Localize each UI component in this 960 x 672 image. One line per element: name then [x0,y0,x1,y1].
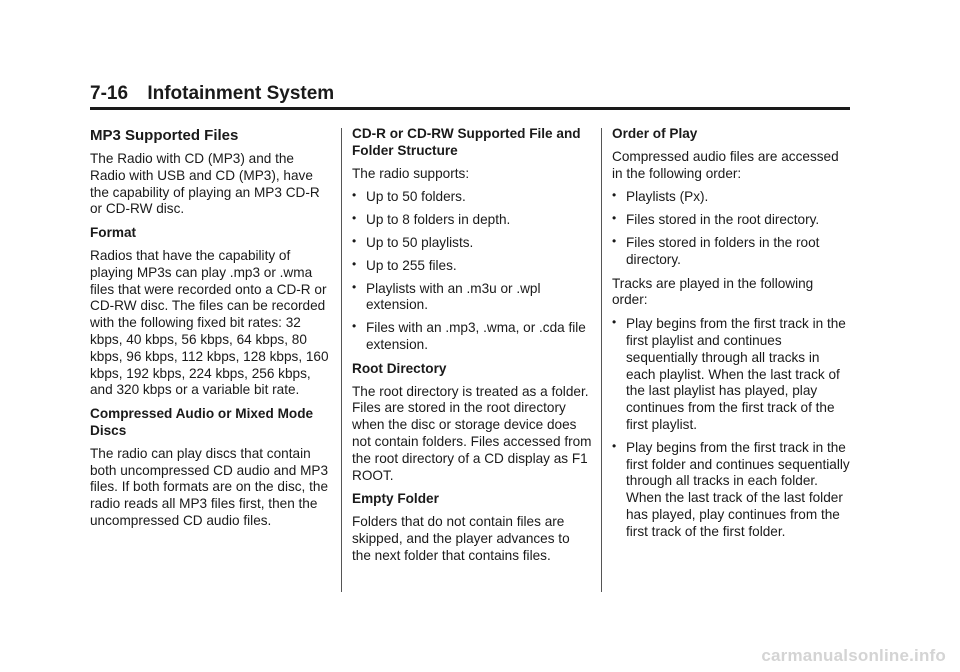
format-heading: Format [90,225,137,241]
bullet-icon: • [352,233,357,248]
order-of-play-heading: Order of Play [612,126,698,141]
list-item: • Up to 50 playlists. [352,233,474,250]
tracks-list [612,316,852,540]
column-divider [601,128,602,592]
supports-list [352,189,592,353]
column-1 [90,126,330,537]
structure-heading: CD-R or CD-RW Supported File and Folder Structure [352,126,581,158]
list-item: • Files stored in the root directory. [612,211,820,228]
root-directory-paragraph: The root directory is treated as a folder. Files are stored in the root directory when the disc or storage device does not contain folders. Files accessed from the root directory of a CD display as F1 ROOT. [352,383,592,483]
list-item: • Up to 255 files. [352,256,457,273]
tracks-intro: Tracks are played in the following order: [612,275,814,308]
page-number: 7-16 [90,83,129,104]
bullet-icon: • [612,438,617,453]
list-item: • Play begins from the first track in the first playlist and continues sequentially through all tracks in each playlist. When the last track of the last playlist has played, play continues from the first track of the first playlist. [612,315,846,432]
watermark: carmanualsonline.info [761,646,946,665]
bullet-icon: • [352,256,357,271]
section-title: Infotainment System [147,83,335,104]
compressed-audio-paragraph: The radio can play discs that contain both uncompressed CD audio and MP3 files. If both formats are on the disc, the radio reads all MP3 files first, then the uncompressed CD audio files. [90,445,329,528]
order-list [612,189,852,268]
column-3 [612,126,852,548]
list-item: • Files with an .mp3, .wma, or .cda file extension. [352,319,586,352]
root-directory-heading: Root Directory [352,360,447,376]
column-divider [341,128,342,592]
list-item: • Files stored in folders in the root directory. [612,233,820,267]
bullet-icon: • [612,233,617,248]
list-item: • Play begins from the first track in the first folder and continues sequentially through all tracks in each folder. When the last track of the last folder has played, play continues from the first track of the first folder. [612,438,850,539]
bullet-icon: • [612,315,617,330]
column-2 [352,126,592,572]
list-item: • Up to 8 folders in depth. [352,211,511,228]
bullet-icon: • [352,279,357,294]
list-item: • Playlists (Px). [612,188,709,205]
bullet-icon: • [612,188,617,203]
empty-folder-heading: Empty Folder [352,491,439,507]
format-paragraph: Radios that have the capability of playing MP3s can play .mp3 or .wma files that were recorded onto a CD-R or CD-RW disc. The files can be recorded with the following fixed bit rates: 32 kbps, 40 kbps, 56 kbps, 64 kbps, 80 kbps, 96 kbps, 112 kbps, 128 kbps, 160 kbps, 192 kbps, 224 kbps, 256 kbps, and 320 kbps or a variable bit rate. [90,247,329,398]
supports-intro: The radio supports: [352,165,470,181]
compressed-audio-heading: Compressed Audio or Mixed Mode Discs [90,406,314,438]
list-item: • Playlists with an .m3u or .wpl extension. [352,279,541,313]
list-item: • Up to 50 folders. [352,188,466,205]
order-intro: Compressed audio files are accessed in the following order: [612,148,839,181]
bullet-icon: • [352,211,357,226]
empty-folder-paragraph: Folders that do not contain files are skipped, and the player advances to the next folder that contains files. [352,514,570,563]
bullet-icon: • [612,211,617,226]
page-header [90,82,850,110]
mp3-supported-files-heading: MP3 Supported Files [90,127,239,144]
bullet-icon: • [352,319,357,334]
intro-paragraph: The Radio with CD (MP3) and the Radio with USB and CD (MP3), have the capability of playing an MP3 CD-R or CD-RW disc. [90,151,320,217]
bullet-icon: • [352,188,357,203]
